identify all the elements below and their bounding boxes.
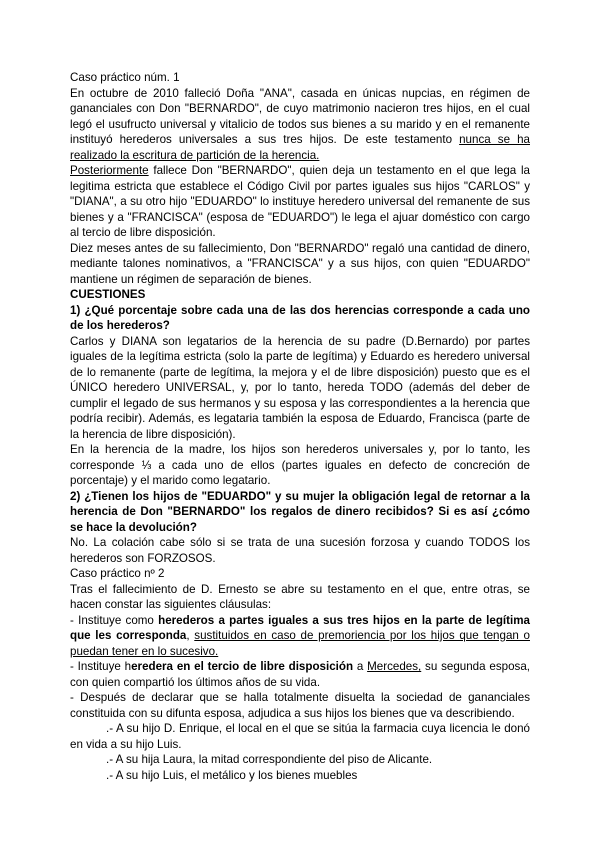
question-2 <box>70 489 530 536</box>
case2-item-laura <box>70 752 530 768</box>
text-run: Tras el fallecimiento de D. Ernesto se abre su testamento en el que, entre otras, se hacen constar las siguientes cláusulas: <box>70 582 530 611</box>
text-run: - Después de declarar que se halla totalmente disuelta la sociedad de gananciales constituida con su difunta esposa, adjudica a sus hijos los bienes que va describiendo. <box>70 691 530 720</box>
text-run-bold: 2) ¿Tienen los hijos de "EDUARDO" y su mujer la obligación legal de retornar a la herencia de Don "BERNARDO" los regalos de dinero recibidos? Si es así ¿cómo se hace la devolución? <box>70 489 530 534</box>
text-run-underlined: sustituidos en caso de premoriencia por los hijos que tengan o puedan tener en lo sucesivo. <box>70 629 530 658</box>
text-run-underlined: Mercedes, <box>367 660 422 673</box>
text-run-underlined: nunca se ha realizado la escritura de partición de la herencia. <box>70 133 530 162</box>
text-run: .- A su hija Laura, la mitad correspondiente del piso de Alicante. <box>106 753 433 766</box>
text-run: fallece Don "BERNARDO", quien deja un testamento en el que lega la legitima estricta que establece el Código Civil por partes iguales sus hijos "CARLOS" y "DIANA", a su otro hijo "EDUARDO" lo instituye heredero universal del remanente de sus bienes y a "FRANCISCA" (esposa de "EDUARDO") le lega el ajuar doméstico con cargo al tercio de libre disposición. <box>70 164 530 239</box>
text-run: Carlos y DIANA son legatarios de la herencia de su padre (D.Bernardo) por partes iguales de la legítima estricta (solo la parte de legítima) y Eduardo es heredero universal de lo remanente (parte de legítima, la mejora y el de libre disposición) puesto que es el ÚNICO heredero UNIVERSAL, y, por lo tanto, hereda TODO (además del deber de cumplir el legado de sus hermanos y su esposa y las correspondientes a la herencia que podría recibir). Además, es legataria también la esposa de Eduardo, Francisca (parte de la herencia de libre disposición). <box>70 334 530 441</box>
case1-paragraph-gifts <box>70 241 530 288</box>
text-run-bold: CUESTIONES <box>70 288 146 301</box>
questions-heading <box>70 287 530 303</box>
question-1 <box>70 303 530 334</box>
text-run: su segunda esposa, con quien compartió los últimos años de su vida. <box>70 660 530 689</box>
case1-paragraph-bernardo <box>70 163 530 241</box>
case2-item-luis <box>70 768 530 784</box>
text-run-bold: herederos a partes iguales a sus tres hijos en la parte de legítima que les corresponda <box>70 613 530 642</box>
case1-title <box>70 70 530 86</box>
text-run-bold: 1) ¿Qué porcentaje sobre cada una de las dos herencias corresponde a cada uno de los herederos? <box>70 303 530 332</box>
text-run: a <box>353 660 368 673</box>
text-run: En la herencia de la madre, los hijos son herederos universales y, por lo tanto, les corresponde ⅓ a cada uno de ellos (partes iguales en defecto de concreción de porcentaje) y el marido como legatario. <box>70 443 530 487</box>
text-run-bold: eredera en el tercio de libre disposición <box>131 660 354 673</box>
case2-item-enrique <box>70 721 530 752</box>
text-run: - Instituye como <box>70 613 159 627</box>
text-run: , <box>186 629 195 642</box>
text-run: - Instituye h <box>70 660 132 673</box>
case2-clause-heirs <box>70 613 530 660</box>
case2-title <box>70 566 530 582</box>
text-run: En octubre de 2010 falleció Doña "ANA", casada en únicas nupcias, en régimen de gananciales con Don "BERNARDO", de cuyo matrimonio nacieron tres hijos, en el cual legó el usufructo universal y vitalicio de todos sus bienes a su marido y en el remanente instituyó herederos universales a sus tres hijos. De este testamento <box>70 86 530 146</box>
text-run-underlined: Posteriormente <box>70 164 149 177</box>
answer-2 <box>70 535 530 566</box>
case2-intro <box>70 582 530 613</box>
text-run: No. La colación cabe sólo si se trata de una sucesión forzosa y cuando TODOS los herederos son FORZOSOS. <box>70 536 530 565</box>
case1-title-text: Caso práctico núm. 1 <box>70 71 180 84</box>
answer-1-paragraph-1 <box>70 334 530 443</box>
case1-paragraph-ana <box>70 86 530 164</box>
case2-title-text: Caso práctico nº 2 <box>70 567 165 580</box>
answer-1-paragraph-2 <box>70 442 530 489</box>
case2-clause-adjudication <box>70 690 530 721</box>
case2-clause-mercedes <box>70 659 530 690</box>
text-run: .- A su hijo Luis, el metálico y los bienes muebles <box>106 768 358 782</box>
text-run: Diez meses antes de su fallecimiento, Don "BERNARDO" regaló una cantidad de dinero, mediante talones nominativos, a "FRANCISCA" y a sus hijos, con quien "EDUARDO" mantiene un régimen de separación de bienes. <box>70 241 530 286</box>
text-run: .- A su hijo D. Enrique, el local en el que se sitúa la farmacia cuya licencia le donó en vida a su hijo Luis. <box>70 722 530 751</box>
